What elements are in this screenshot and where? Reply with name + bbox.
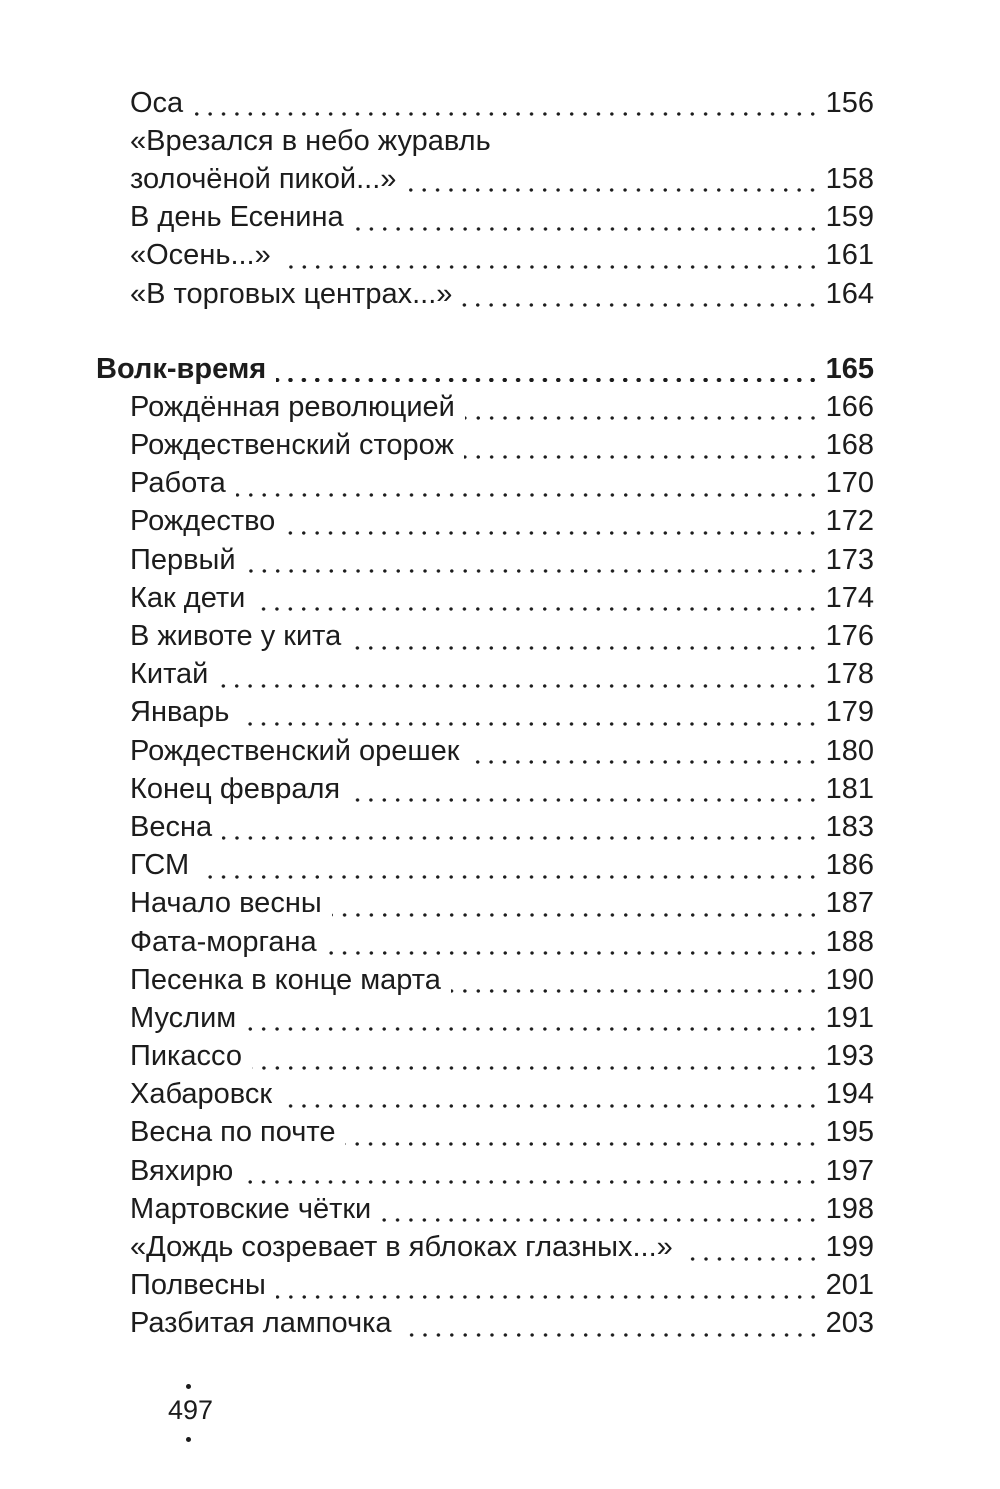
toc-entry-page: 156 <box>825 86 874 119</box>
toc-entry-page: 201 <box>825 1269 874 1302</box>
toc-section-page: 165 <box>825 352 874 385</box>
toc-entry-title: Рождественский сторож <box>130 429 454 462</box>
toc-entry-page: 159 <box>825 201 874 234</box>
toc-entry-title: «Дождь созревает в яблоках глазных...» <box>130 1231 673 1264</box>
toc-entry <box>96 237 874 275</box>
dot-leader <box>381 1218 819 1222</box>
toc-entry-title: Песенка в конце марта <box>130 963 441 996</box>
toc-entry-title: Работа <box>130 467 226 500</box>
toc-entry-page: 193 <box>825 1040 874 1073</box>
toc-entry <box>96 694 874 732</box>
toc-entry-title: Муслим <box>130 1001 237 1034</box>
toc-entry-page: 174 <box>825 581 874 614</box>
toc-entry <box>96 1190 874 1228</box>
toc-entry-page: 183 <box>825 810 874 843</box>
toc-entry-page: 190 <box>825 963 874 996</box>
toc-entry-page: 161 <box>825 239 874 272</box>
dot-leader <box>332 913 820 917</box>
folio-ornament-top <box>186 1384 191 1389</box>
toc-entry <box>96 732 874 770</box>
dot-leader <box>239 722 819 726</box>
toc-entry-page: 164 <box>825 277 874 310</box>
dot-leader <box>218 684 819 688</box>
toc-entry <box>96 656 874 694</box>
toc-entry-title: Как дети <box>130 581 246 614</box>
dot-leader <box>350 798 820 802</box>
toc-entry-page: 203 <box>825 1307 874 1340</box>
dot-leader <box>243 1180 819 1184</box>
dot-leader <box>276 378 819 382</box>
toc-entry-page: 197 <box>825 1154 874 1187</box>
toc-entry <box>96 770 874 808</box>
toc-entry-title: золочёной пикой...» <box>130 162 397 195</box>
toc-entry-page: 170 <box>825 467 874 500</box>
toc-entry <box>96 465 874 503</box>
toc-entry-page: 168 <box>825 429 874 462</box>
toc-entry <box>96 1267 874 1305</box>
toc-entry-page: 166 <box>825 390 874 423</box>
toc-entry-title: Пикассо <box>130 1040 242 1073</box>
toc-entry-title: Китай <box>130 658 209 691</box>
dot-leader <box>222 836 819 840</box>
toc-entry <box>96 275 874 313</box>
toc-entry-title: Разбитая лампочка <box>130 1307 392 1340</box>
toc-entry-title: Хабаровск <box>130 1078 273 1111</box>
dot-leader <box>193 112 819 116</box>
table-of-contents <box>96 84 874 1343</box>
toc-entry <box>96 427 874 465</box>
dot-leader <box>246 1027 819 1031</box>
toc-entry-title: Весна <box>130 810 213 843</box>
toc-entry <box>96 999 874 1037</box>
toc-entry <box>96 1152 874 1190</box>
toc-entry-title: Рождество <box>130 505 276 538</box>
toc-entry-page: 194 <box>825 1078 874 1111</box>
dot-leader <box>469 760 819 764</box>
toc-entry-title: Оса <box>130 86 184 119</box>
toc-entry-title: В животе у кита <box>130 620 342 653</box>
toc-entry-title: Рождественский орешек <box>130 734 460 767</box>
toc-entry-title-line <box>96 122 874 160</box>
toc-entry-page: 188 <box>825 925 874 958</box>
toc-entry-title: В день Есенина <box>130 201 344 234</box>
toc-entry <box>96 199 874 237</box>
dot-leader <box>199 875 819 879</box>
page-number: 497 <box>168 1395 214 1425</box>
toc-entry-title: Весна по почте <box>130 1116 336 1149</box>
toc-entry-page: 181 <box>825 772 874 805</box>
toc-entry <box>96 160 874 198</box>
toc-entry-page: 179 <box>825 696 874 729</box>
toc-entry <box>96 885 874 923</box>
toc-entry-page: 176 <box>825 620 874 653</box>
toc-entry <box>96 617 874 655</box>
toc-entry-page: 173 <box>825 543 874 576</box>
toc-entry-title: Полвесны <box>130 1269 266 1302</box>
toc-entry-title: Начало весны <box>130 887 322 920</box>
toc-entry <box>96 1114 874 1152</box>
toc-entry-page: 198 <box>825 1192 874 1225</box>
dot-leader <box>345 1142 819 1146</box>
toc-entry-title: Фата-моргана <box>130 925 317 958</box>
dot-leader <box>276 1295 820 1299</box>
toc-entry-title: Мартовские чётки <box>130 1192 372 1225</box>
dot-leader <box>255 607 819 611</box>
dot-leader <box>402 1333 820 1337</box>
dot-leader <box>354 227 820 231</box>
toc-entry-title: «В торговых центрах...» <box>130 277 453 310</box>
toc-entry-title: Январь <box>130 696 230 729</box>
dot-leader <box>451 989 820 993</box>
toc-entry-page: 158 <box>825 162 874 195</box>
dot-leader <box>462 303 819 307</box>
toc-entry <box>96 541 874 579</box>
toc-entry <box>96 1228 874 1266</box>
dot-leader <box>252 1066 820 1070</box>
toc-entry-title: «Врезался в небо журавль <box>130 124 491 157</box>
toc-entry-page: 180 <box>825 734 874 767</box>
toc-entry-page: 199 <box>825 1231 874 1264</box>
toc-section-heading <box>96 350 874 388</box>
toc-entry-page: 186 <box>825 849 874 882</box>
dot-leader <box>406 188 819 192</box>
dot-leader <box>351 646 819 650</box>
toc-entry-page: 195 <box>825 1116 874 1149</box>
toc-entry-title: «Осень...» <box>130 239 271 272</box>
toc-entry <box>96 388 874 426</box>
toc-entry <box>96 1305 874 1343</box>
toc-entry <box>96 847 874 885</box>
toc-entry-title: ГСМ <box>130 849 190 882</box>
folio-ornament-bottom <box>186 1437 191 1442</box>
toc-entry-page: 172 <box>825 505 874 538</box>
toc-entry <box>96 503 874 541</box>
dot-leader <box>683 1257 820 1261</box>
dot-leader <box>282 1104 820 1108</box>
toc-entry-title: Вяхирю <box>130 1154 234 1187</box>
toc-entry-page: 178 <box>825 658 874 691</box>
dot-leader <box>327 951 820 955</box>
toc-entry-title: Конец февраля <box>130 772 341 805</box>
toc-entry-page: 187 <box>825 887 874 920</box>
toc-entry <box>96 1076 874 1114</box>
dot-leader <box>464 455 820 459</box>
dot-leader <box>246 569 820 573</box>
dot-leader <box>285 531 819 535</box>
toc-entry <box>96 961 874 999</box>
toc-entry <box>96 579 874 617</box>
toc-entry <box>96 923 874 961</box>
toc-entry-title: Рождённая революцией <box>130 390 455 423</box>
dot-leader <box>281 265 820 269</box>
dot-leader <box>236 493 820 497</box>
toc-section-title: Волк-время <box>96 352 267 385</box>
dot-leader <box>465 416 820 420</box>
toc-entry-page: 191 <box>825 1001 874 1034</box>
toc-entry <box>96 808 874 846</box>
toc-entry <box>96 1038 874 1076</box>
toc-entry <box>96 84 874 122</box>
toc-entry-title: Первый <box>130 543 236 576</box>
